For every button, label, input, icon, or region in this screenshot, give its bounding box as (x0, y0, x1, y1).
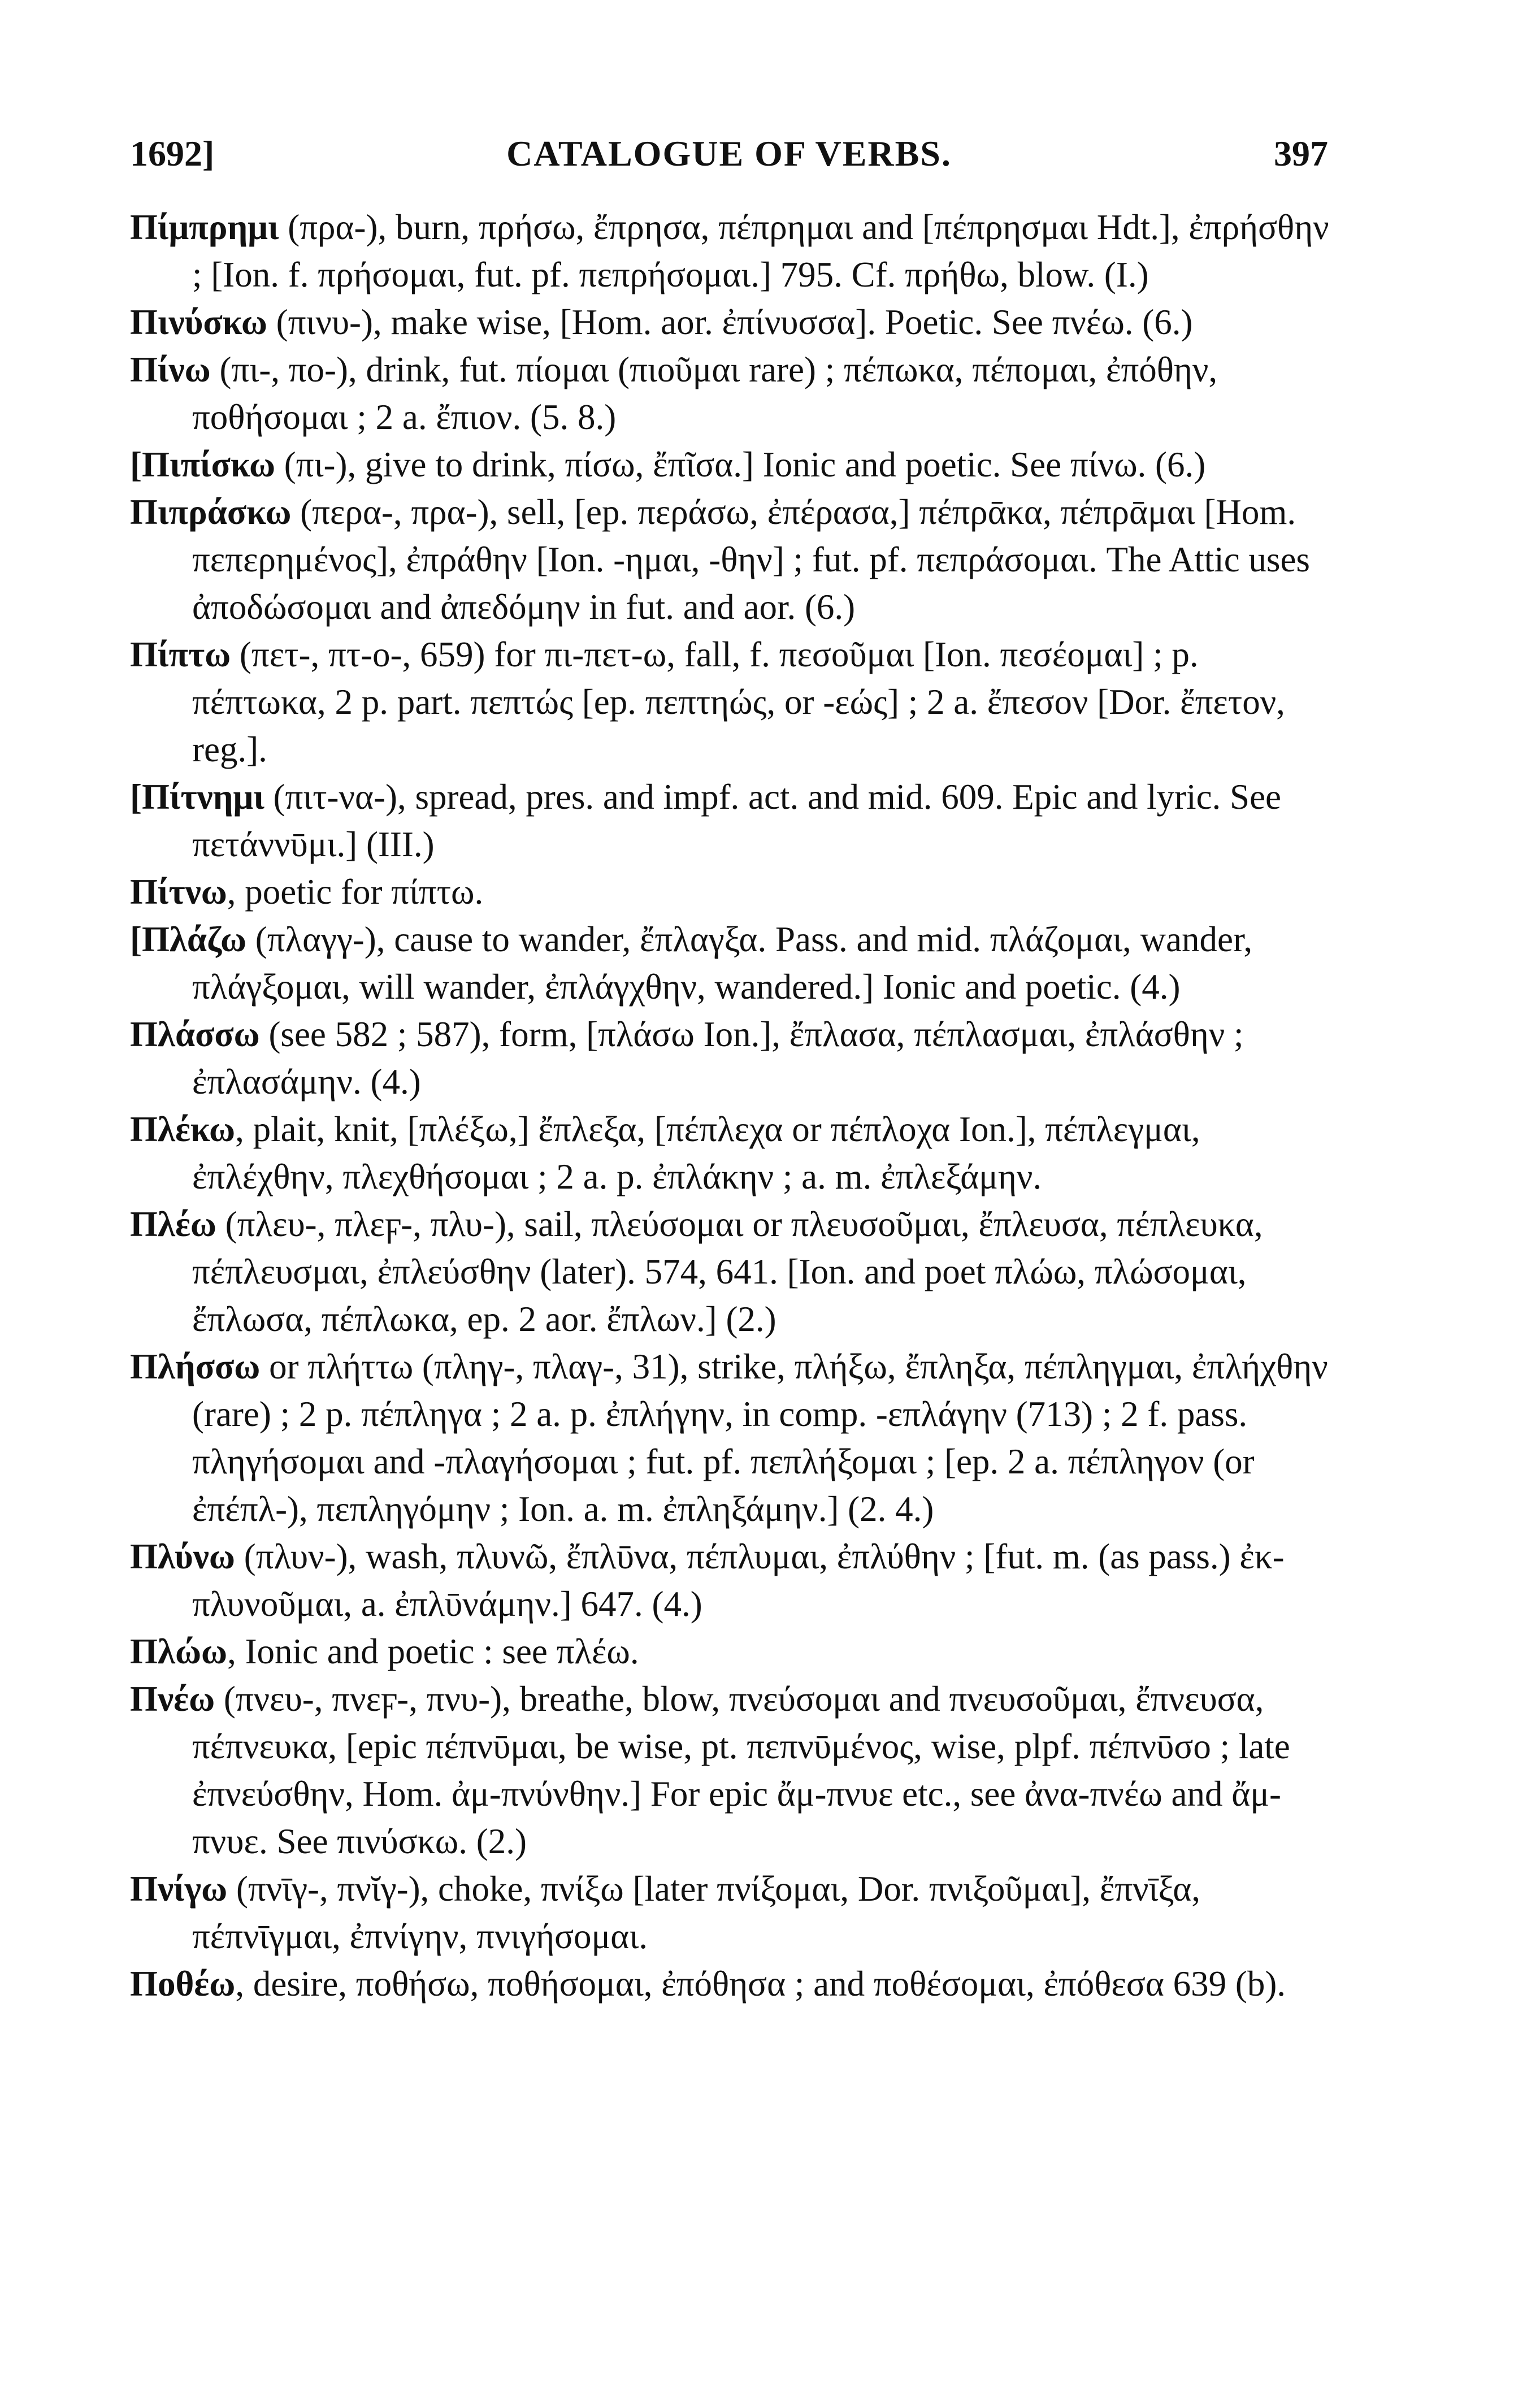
verb-entry (130, 1011, 1331, 1105)
verb-entry (130, 1628, 1331, 1675)
entry-lemma: Πίνω (130, 350, 211, 389)
entry-lemma: [Πλάζω (130, 920, 247, 959)
entry-text: (πνῑγ-, πνῐγ-), choke, πνίξω [later πνίξομαι, Dor. πνιξοῦμαι], ἔπνῑξα, πέπνῑγμαι, ἐπνίγην, πνιγήσομαι. (192, 1869, 1200, 1956)
verb-entry (130, 1675, 1331, 1865)
entry-text: (πιτ-να-), spread, pres. and impf. act. and mid. 609. Epic and lyric. See πετάννῡμι.] (III.) (192, 777, 1282, 864)
entry-lemma: Πινύσκω (130, 302, 267, 342)
entry-lemma: Πίμπρημι (130, 207, 279, 247)
entry-text: (see 582 ; 587), form, [πλάσω Ion.], ἔπλασα, πέπλασμαι, ἐπλάσθην ; ἐπλασάμην. (4.) (192, 1014, 1244, 1102)
running-title: CATALOGUE OF VERBS. (506, 133, 952, 174)
verb-entry (130, 773, 1331, 868)
entry-lemma: Πνέω (130, 1679, 215, 1719)
verb-entry (130, 868, 1331, 916)
entry-text: (πινυ-), make wise, [Hom. aor. ἐπίνυσσα]. Poetic. See πνέω. (6.) (267, 302, 1193, 342)
entry-lemma: Πλέκω (130, 1109, 236, 1149)
entry-lemma: [Πιπίσκω (130, 445, 276, 484)
verb-entry (130, 203, 1331, 298)
verb-entry (130, 298, 1331, 346)
verb-entry (130, 1105, 1331, 1200)
entry-lemma: Πίτνω (130, 872, 227, 912)
verb-entry (130, 488, 1331, 631)
entry-text: , Ionic and poetic : see πλέω. (227, 1632, 639, 1671)
entry-lemma: Πλάσσω (130, 1014, 260, 1054)
verb-entry (130, 346, 1331, 441)
entry-text: (πλαγγ-), cause to wander, ἔπλαγξα. Pass. and mid. πλάζομαι, wander, πλάγξομαι, will wander, ἐπλάγχθην, wandered.] Ionic and poetic. (4.) (192, 920, 1253, 1007)
entry-text: (πετ-, πτ-ο-, 659) for πι-πετ-ω, fall, f. πεσοῦμαι [Ion. πεσέομαι] ; p. πέπτωκα, 2 p. part. πεπτώς [ep. πεπτηώς, or -εώς] ; 2 a. ἔπεσον [Dor. ἔπετον, reg.]. (192, 635, 1285, 769)
entry-text: (πι-), give to drink, πίσω, ἔπῖσα.] Ionic and poetic. See πίνω. (6.) (275, 445, 1206, 484)
entry-text: , desire, ποθήσω, ποθήσομαι, ἐπόθησα ; and ποθέσομαι, ἐπόθεσα 639 (b). (235, 1964, 1286, 2004)
entry-lemma: Πλύνω (130, 1537, 235, 1576)
section-number: 1692] (130, 133, 215, 174)
verb-entry (130, 1960, 1331, 2008)
entry-text: (πρα-), burn, πρήσω, ἔπρησα, πέπρημαι and [πέπρησμαι Hdt.], ἐπρήσθην ; [Ion. f. πρήσομαι, fut. pf. πεπρήσομαι.] 795. Cf. πρήθω, blow. (I.) (192, 207, 1329, 294)
entry-text: (πλευ-, πλεϝ-, πλυ-), sail, πλεύσομαι or πλευσοῦμαι, ἔπλευσα, πέπλευκα, πέπλευσμαι, ἐπλεύσθην (later). 574, 641. [Ion. and poet πλώω, πλώσομαι, ἔπλωσα, πέπλωκα, ep. 2 aor. ἔπλων.] (2.) (192, 1204, 1263, 1339)
page-header (130, 133, 1328, 184)
entry-lemma: Πλώω (130, 1632, 228, 1671)
entry-text: , poetic for πίπτω. (227, 872, 484, 912)
verb-entry (130, 916, 1331, 1011)
entry-lemma: [Πίτνημι (130, 777, 264, 817)
verb-entry (130, 1865, 1331, 1960)
verb-entry (130, 1343, 1331, 1533)
entry-text: or πλήττω (πληγ-, πλαγ-, 31), strike, πλήξω, ἔπληξα, πέπληγμαι, ἐπλήχθην (rare) ; 2 p. πέπληγα ; 2 a. p. ἐπλήγην, in comp. -επλάγην (713) ; 2 f. pass. πληγήσομαι and -πλαγήσομαι ; fut. pf. πεπλήξομαι ; [ep. 2 a. πέπληγον (or ἐπέπλ-), πεπληγόμην ; Ion. a. m. ἐπληξάμην.] (2. 4.) (192, 1347, 1328, 1529)
entry-lemma: Πλήσσω (130, 1347, 261, 1386)
verb-entry (130, 631, 1331, 773)
entry-text: (πνευ-, πνεϝ-, πνυ-), breathe, blow, πνεύσομαι and πνευσοῦμαι, ἔπνευσα, πέπνευκα, [epic πέπνῡμαι, be wise, pt. πεπνῡμένος, wise, plpf. πέπνῡσο ; late ἐπνεύσθην, Hom. ἀμ-πνύνθην.] For epic ἄμ-πνυε etc., see ἀνα-πνέω and ἄμ-πνυε. See πινύσκω. (2.) (192, 1679, 1290, 1861)
verb-entry (130, 441, 1331, 488)
entry-text: (πι-, πο-), drink, fut. πίομαι (πιοῦμαι rare) ; πέπωκα, πέπομαι, ἐπόθην, ποθήσομαι ; 2 a. ἔπιον. (5. 8.) (192, 350, 1218, 437)
entry-list (130, 203, 1331, 2008)
entry-lemma: Πιπράσκω (130, 492, 292, 532)
verb-entry (130, 1533, 1331, 1628)
entry-text: , plait, knit, [πλέξω,] ἔπλεξα, [πέπλεχα or πέπλοχα Ion.], πέπλεγμαι, ἐπλέχθην, πλεχθήσομαι ; 2 a. p. ἐπλάκην ; a. m. ἐπλεξάμην. (192, 1109, 1200, 1196)
entry-lemma: Ποθέω (130, 1964, 236, 2004)
page-number: 397 (1274, 133, 1328, 174)
verb-entry (130, 1200, 1331, 1343)
entry-text: (περα-, πρα-), sell, [ep. περάσω, ἐπέρασα,] πέπρᾱκα, πέπρᾱμαι [Hom. πεπερημένος], ἐπράθην [Ion. -ημαι, -θην] ; fut. pf. πεπράσομαι. The Attic uses ἀποδώσομαι and ἀπεδόμην in fut. and aor. (6.) (192, 492, 1310, 627)
entry-lemma: Πλέω (130, 1204, 216, 1244)
entry-lemma: Πίπτω (130, 635, 231, 674)
entry-lemma: Πνίγω (130, 1869, 228, 1909)
entry-text: (πλυν-), wash, πλυνῶ, ἔπλῡνα, πέπλυμαι, ἐπλύθην ; [fut. m. (as pass.) ἐκ-πλυνοῦμαι, a. ἐπλῡνάμην.] 647. (4.) (192, 1537, 1285, 1624)
